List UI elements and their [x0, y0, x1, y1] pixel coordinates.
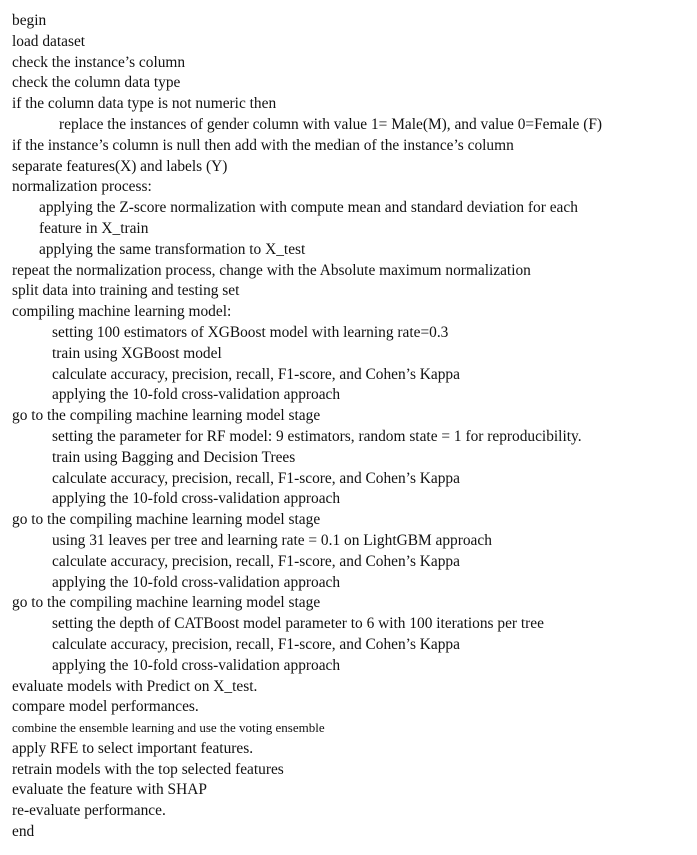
line-calc-metrics: calculate accuracy, precision, recall, F1-score, and Cohen’s Kappa [52, 552, 460, 570]
line-same-transform: applying the same transformation to X_test [39, 240, 306, 258]
line-if-not-numeric: if the column data type is not numeric then [12, 95, 277, 113]
line-apply-rfe: apply RFE to select important features. [12, 739, 254, 757]
line-xgboost-params: setting 100 estimators of XGBoost model with learning rate=0.3 [52, 323, 449, 341]
line-end: end [12, 823, 35, 841]
line-goto-compiling: go to the compiling machine learning model stage [12, 511, 321, 529]
line-cross-validation: applying the 10-fold cross-validation approach [52, 656, 341, 674]
line-replace-gender: replace the instances of gender column with value 1= Male(M), and value 0=Female (F) [59, 115, 603, 133]
line-evaluate-shap: evaluate the feature with SHAP [12, 781, 207, 799]
line-separate-features: separate features(X) and labels (Y) [12, 157, 228, 175]
line-repeat-normalization: repeat the normalization process, change with the Absolute maximum normalization [12, 261, 531, 279]
line-if-null-median: if the instance’s column is null then add with the median of the instance’s column [12, 136, 514, 154]
line-reevaluate: re-evaluate performance. [12, 802, 166, 820]
line-retrain-models: retrain models with the top selected features [12, 760, 284, 778]
line-cross-validation: applying the 10-fold cross-validation approach [52, 490, 341, 508]
line-begin: begin [12, 12, 47, 29]
line-check-data-type: check the column data type [12, 74, 181, 92]
line-feature-xtrain: feature in X_train [39, 219, 149, 237]
line-cross-validation: applying the 10-fold cross-validation approach [52, 386, 341, 404]
algorithm-pseudocode [12, 11, 695, 843]
line-lightgbm-params: using 31 leaves per tree and learning rate = 0.1 on LightGBM approach [52, 531, 492, 549]
line-goto-compiling: go to the compiling machine learning model stage [12, 407, 321, 425]
line-compare-performance: compare model performances. [12, 698, 199, 716]
line-voting-ensemble: combine the ensemble learning and use the voting ensemble [12, 720, 325, 736]
line-catboost-params: setting the depth of CATBoost model parameter to 6 with 100 iterations per tree [52, 615, 544, 633]
line-compiling-model: compiling machine learning model: [12, 303, 232, 321]
line-zscore: applying the Z-score normalization with compute mean and standard deviation for each [39, 199, 578, 217]
line-calc-metrics: calculate accuracy, precision, recall, F1-score, and Cohen’s Kappa [52, 469, 460, 487]
line-rf-params: setting the parameter for RF model: 9 estimators, random state = 1 for reproducibility. [52, 427, 582, 445]
line-load-dataset: load dataset [12, 32, 86, 50]
line-check-column: check the instance’s column [12, 53, 186, 71]
line-goto-compiling: go to the compiling machine learning model stage [12, 594, 321, 612]
line-cross-validation: applying the 10-fold cross-validation approach [52, 573, 341, 591]
line-evaluate-models: evaluate models with Predict on X_test. [12, 677, 258, 695]
line-split-data: split data into training and testing set [12, 282, 240, 300]
line-train-bagging: train using Bagging and Decision Trees [52, 448, 296, 466]
line-train-xgboost: train using XGBoost model [52, 344, 222, 362]
line-normalization-process: normalization process: [12, 178, 152, 196]
line-calc-metrics: calculate accuracy, precision, recall, F1-score, and Cohen’s Kappa [52, 365, 460, 383]
line-calc-metrics: calculate accuracy, precision, recall, F1-score, and Cohen’s Kappa [52, 635, 460, 653]
